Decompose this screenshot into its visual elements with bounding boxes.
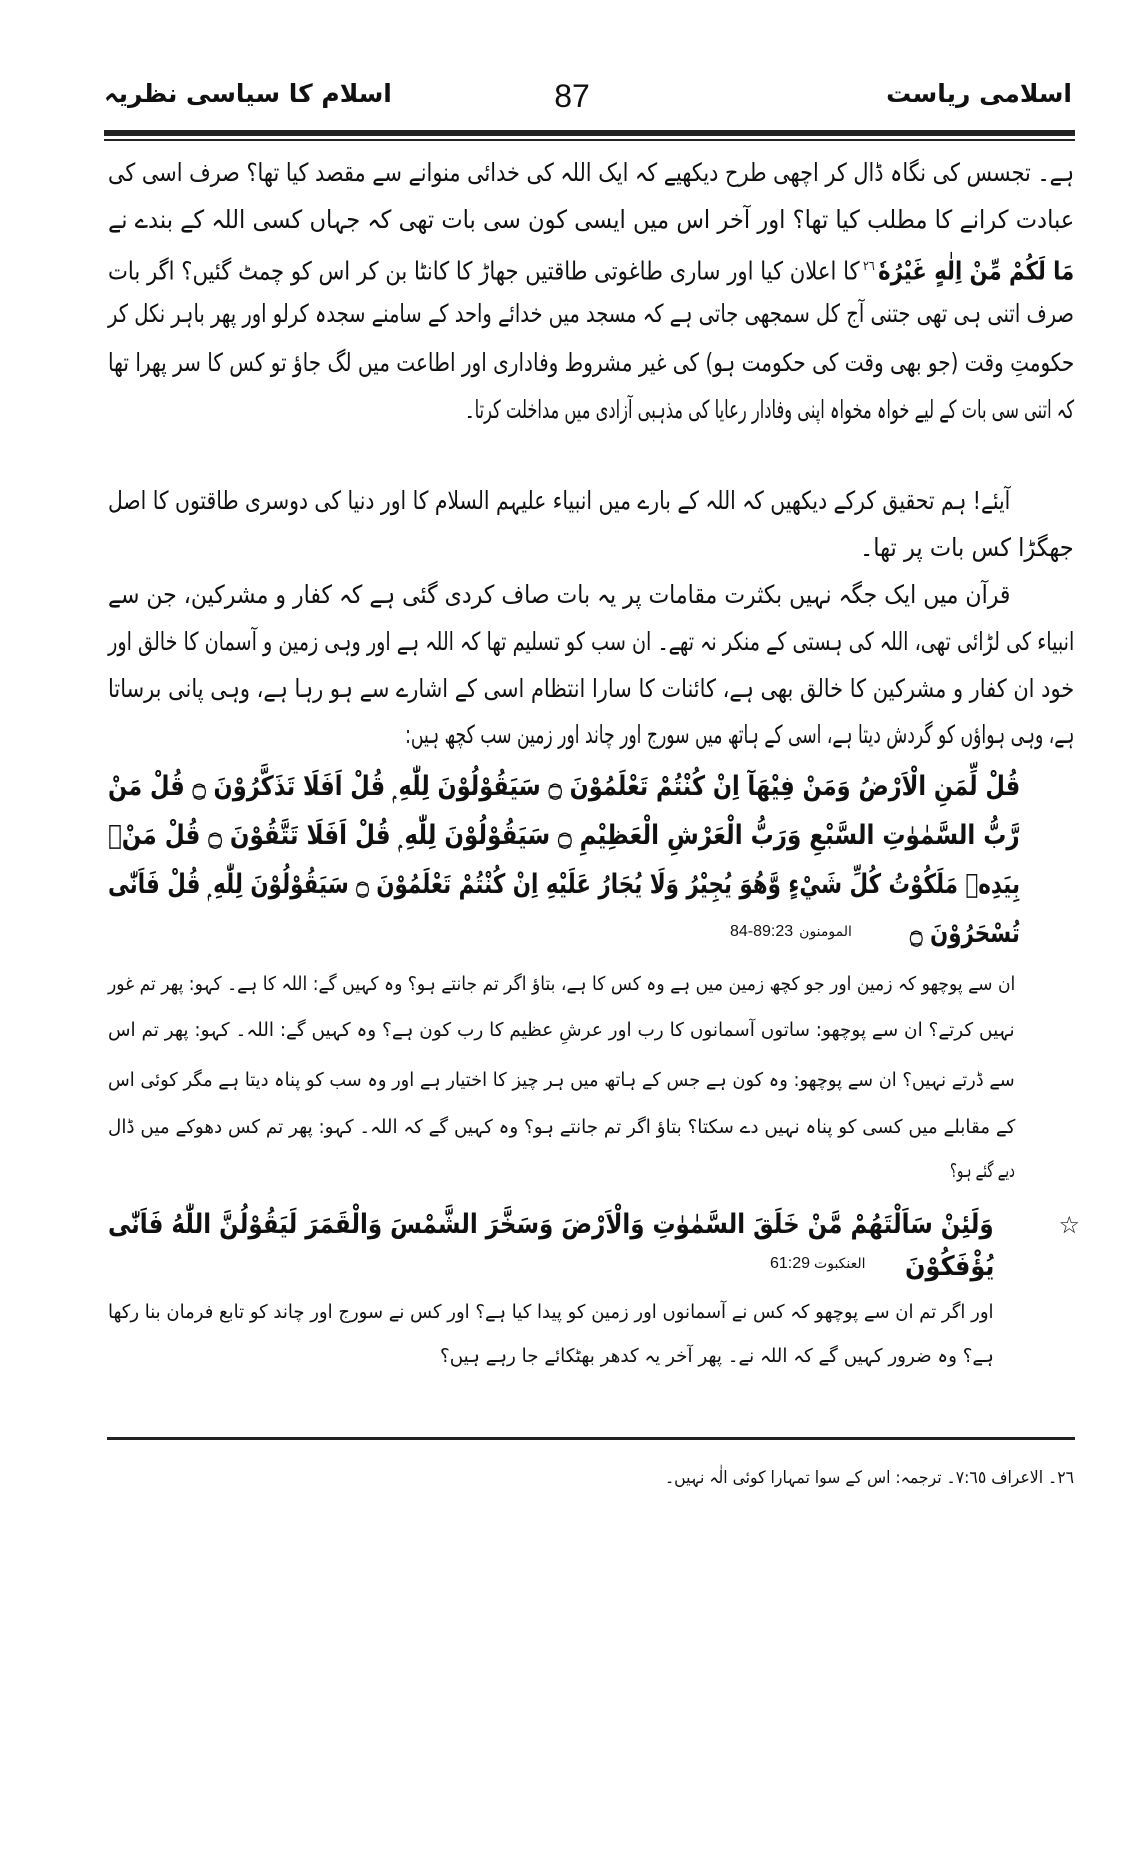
body-line bbox=[860, 525, 1074, 571]
arabic-verse-line-text: وَلَئِنْ سَاَلْتَهُمْ مَّنْ خَلَقَ السَّمٰوٰتِ وَالْاَرْضَ وَسَخَّرَ الشَّمْسَ وَالْقَمَرَ لَيَقُوْلُنَّ اللّٰهُ فَاَنّٰى bbox=[108, 1209, 994, 1240]
translation-line bbox=[108, 1104, 1015, 1150]
reference-surah: العنکبوت bbox=[814, 1256, 866, 1272]
body-line-text: آیئے! ہم تحقیق کرکے دیکھیں کہ اللہ کے بارے میں انبیاء علیہم السلام کا اور دنیا کی دوسری طاقتوں کا اصل bbox=[107, 486, 1010, 515]
translation-line-text: ہے؟ وہ ضرور کہیں گے کہ اللہ نے۔ پھر آخر یہ کدھر بھٹکائے جا رہے ہیں؟ bbox=[440, 1345, 994, 1367]
arabic-verse-line-text: قُلْ لِّمَنِ الْاَرْضُ وَمَنْ فِيْهَآ اِنْ كُنْتُمْ تَعْلَمُوْنَ ۝ سَيَقُوْلُوْنَ لِلّٰهِ ۭ قُلْ اَفَلَا تَذَكَّرُوْنَ ۝ قُلْ مَنْ bbox=[107, 771, 1020, 802]
body-line-text: عبادت کرانے کا مطلب کیا تھا؟ اور آخر اس میں ایسی کون سی بات تھی کہ جہاں کسی اللہ کے بندے نے bbox=[107, 205, 1074, 234]
translation-line bbox=[440, 1333, 994, 1379]
arabic-verse-line-text: بِيَدِهٖ مَلَكُوْتُ كُلِّ شَيْءٍ وَّهُوَ يُجِيْرُ وَلَا يُجَارُ عَلَيْهِ اِنْ كُنْتُمْ تَعْلَمُوْنَ ۝ سَيَقُوْلُوْنَ لِلّٰهِ ۭ قُلْ فَاَنّٰى bbox=[107, 869, 1020, 900]
body-line-text: ہے۔ تجسس کی نگاہ ڈال کر اچھی طرح دیکھیے کہ ایک اللہ کی خدائی منوانے سے مقصد کیا تھا؟ صرف اسی کی bbox=[107, 158, 1074, 187]
translation-line bbox=[108, 1289, 994, 1335]
arabic-verse-line bbox=[108, 862, 1020, 908]
body-line bbox=[108, 197, 1074, 243]
body-line-text: ہے، وہی ہواؤں کو گردش دیتا ہے، اسی کے ہاتھ میں سورج اور چاند اور زمین سب کچھ ہیں: bbox=[404, 720, 1074, 749]
body-line-text: قرآن میں ایک جگہ نہیں بکثرت مقامات پر یہ بات صاف کردی گئی ہے کہ کفار و مشرکین، جن سے bbox=[107, 580, 1010, 609]
translation-line-text: سے ڈرتے نہیں؟ ان سے پوچھو: وہ کون ہے جس کے ہاتھ میں ہر چیز کا اختیار ہے اور وہ سب کو پناہ دیتا ہے مگر کوئی اس bbox=[108, 1069, 1015, 1091]
footnote-text: ٢٦۔ الاعراف ٧:٦٥۔ ترجمہ: اس کے سوا تمہارا کوئی الٰہ نہیں۔ bbox=[664, 1468, 1074, 1488]
translation-line bbox=[108, 1057, 1015, 1103]
body-line-text bbox=[108, 244, 1074, 294]
body-line-text: صرف اتنی ہی تھی جتنی آج کل سمجھی جاتی ہے کہ مسجد میں خدائے واحد کے سامنے سجدہ کرلو اور پھر باہر نکل کر bbox=[108, 299, 1074, 328]
body-line-text: کہ اتنی سی بات کے لیے خواہ مخواہ اپنی وفادار رعایا کی مذہبی آزادی میں مداخلت کرتا۔ bbox=[464, 395, 1074, 424]
translation-line bbox=[108, 1007, 1015, 1053]
arabic-verse-line-text: تُسْحَرُوْنَ ۝ bbox=[910, 918, 1020, 949]
running-header-chapter-title: اسلام کا سیاسی نظریہ bbox=[104, 79, 392, 108]
page-number: 87 bbox=[554, 78, 590, 114]
running-header-book-title: اسلامی ریاست bbox=[886, 79, 1072, 108]
body-line bbox=[108, 619, 1074, 665]
quran-reference-1 bbox=[730, 921, 852, 941]
arabic-verse-line-text: يُؤْفَكُوْنَ bbox=[904, 1251, 994, 1282]
reference-numbers: 61:29 bbox=[770, 1255, 811, 1272]
footnote bbox=[665, 1455, 1074, 1501]
arabic-verse-line bbox=[108, 813, 1020, 859]
header-rule-thin bbox=[104, 139, 1075, 141]
quran-reference-2 bbox=[770, 1253, 866, 1273]
body-line-text: جھگڑا کس بات پر تھا۔ bbox=[860, 533, 1074, 562]
body-line bbox=[108, 150, 1074, 196]
body-line bbox=[108, 291, 1074, 337]
body-line bbox=[465, 387, 1074, 433]
arabic-verse-line bbox=[905, 1244, 994, 1290]
translation-line-text: نہیں کرتے؟ ان سے پوچھو: ساتوں آسمانوں کا رب اور عرشِ عظیم کا رب کون ہے؟ وہ کہیں گے: اللہ۔ کہو: پھر تم اس bbox=[108, 1019, 1015, 1041]
translation-line-text: ان سے پوچھو کہ زمین اور جو کچھ زمین میں ہے وہ کس کا ہے، بتاؤ اگر تم جانتے ہو؟ وہ کہیں گے: اللہ کا ہے۔ کہو: پھر تم غور bbox=[107, 973, 1015, 995]
reference-numbers: 84-89:23 bbox=[730, 923, 794, 940]
body-line-text: خود ان کفار و مشرکین کا خالق بھی ہے، کائنات کا سارا انتظام اسی کے اشارے سے ہو رہا ہے، وہی پانی برساتا bbox=[107, 674, 1074, 703]
arabic-verse-line bbox=[910, 911, 1020, 957]
arabic-verse-line bbox=[108, 764, 1020, 810]
translation-line bbox=[108, 961, 1015, 1007]
body-line bbox=[108, 666, 1074, 712]
body-line bbox=[405, 712, 1074, 758]
translation-line-text: اور اگر تم ان سے پوچھو کہ کس نے آسمانوں اور زمین کو پیدا کیا ہے؟ اور کس نے سورج اور چاند کو تابع فرمان بنا رکھا bbox=[108, 1301, 994, 1323]
footnote-reference[interactable]: ٢٦ bbox=[862, 259, 875, 274]
translation-line-text: کے مقابلے میں کسی کو پناہ نہیں دے سکتا؟ بتاؤ اگر تم جانتے ہو؟ وہ کہیں گے کہ اللہ۔ کہو: پھر تم کس دھوکے میں ڈال bbox=[107, 1116, 1015, 1138]
body-line bbox=[108, 340, 1074, 386]
translation-line-text: دیے گئے ہو؟ bbox=[950, 1160, 1015, 1182]
header-rule-thick bbox=[104, 130, 1075, 136]
arabic-verse-line-text: رَّبُّ السَّمٰوٰتِ السَّبْعِ وَرَبُّ الْعَرْشِ الْعَظِيْمِ ۝ سَيَقُوْلُوْنَ لِلّٰهِ ۭ قُلْ اَفَلَا تَتَّقُوْنَ ۝ قُلْ مَنْۢ bbox=[108, 820, 1020, 851]
body-line bbox=[108, 572, 1010, 618]
body-line bbox=[108, 478, 1010, 524]
body-line-text: حکومتِ وقت (جو بھی وقت کی حکومت ہو) کی غیر مشروط وفاداری اور اطاعت میں لگ جاؤ تو کس کا سر پھرا تھا bbox=[107, 348, 1074, 377]
arabic-inline-phrase: مَا لَكُمْ مِّنْ اِلٰهٍ غَيْرُهٗ bbox=[878, 256, 1074, 286]
translation-line bbox=[950, 1148, 1015, 1194]
arabic-verse-line bbox=[108, 1202, 994, 1248]
body-line-text: انبیاء کی لڑائی تھی، اللہ کی ہستی کے منکر نہ تھے۔ ان سب کو تسلیم تھا کہ اللہ ہے اور وہی زمین و آسمان کا خالق اور bbox=[107, 627, 1074, 656]
star-icon: ☆ bbox=[1058, 1211, 1080, 1239]
body-line-continuation: کا اعلان کیا اور ساری طاغوتی طاقتیں جھاڑ کا کانٹا بن کر اس کو چمٹ گئیں؟ اگر بات bbox=[107, 256, 860, 286]
reference-surah: المومنون bbox=[799, 924, 852, 940]
body-line bbox=[108, 244, 1074, 290]
footnote-separator bbox=[107, 1437, 1075, 1440]
